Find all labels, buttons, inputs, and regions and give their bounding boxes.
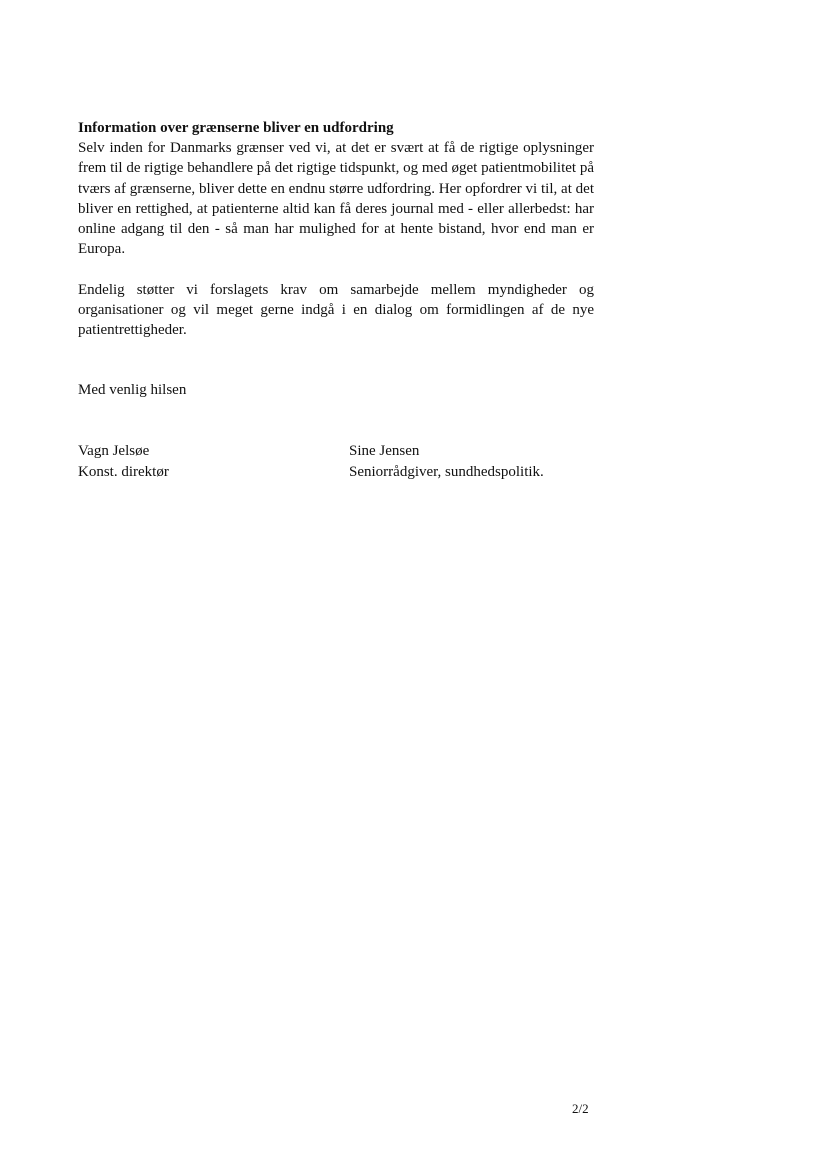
- paragraph-information: Selv inden for Danmarks grænser ved vi, at det er svært at få de rigtige oplysninger frem til de rigtige behandlere på det rigtige tidspunkt, og med øget patientmobilitet på tværs af grænserne, bliver dette en endnu større udfordring. Her opfordrer vi til, at det bliver en rettighed, at patienterne altid kan få deres journal med - eller allerbedst: har online adgang til den - så man har mulighed for at hente bistand, hvor end man er Europa.: [78, 140, 594, 258]
- closing-greeting: Med venlig hilsen: [78, 382, 187, 398]
- signatory-name: Vagn Jelsøe: [78, 443, 150, 459]
- signature-block-right: [349, 441, 544, 483]
- signature-block-left: [78, 441, 169, 483]
- paragraph-cooperation: Endelig støtter vi forslagets krav om samarbejde mellem myndigheder og organisationer og vil meget gerne indgå i en dialog om formidlingen af de nye patientrettigheder.: [78, 281, 594, 339]
- section-heading: Information over grænserne bliver en udfordring: [78, 120, 394, 136]
- signatory-name: Sine Jensen: [349, 443, 420, 459]
- paragraph-spacer: [78, 260, 594, 280]
- signatory-title: Konst. direktør: [78, 464, 169, 480]
- letter-body: [78, 118, 594, 341]
- signatory-title: Seniorrådgiver, sundhedspolitik.: [349, 464, 544, 480]
- page-number: 2/2: [572, 1101, 589, 1116]
